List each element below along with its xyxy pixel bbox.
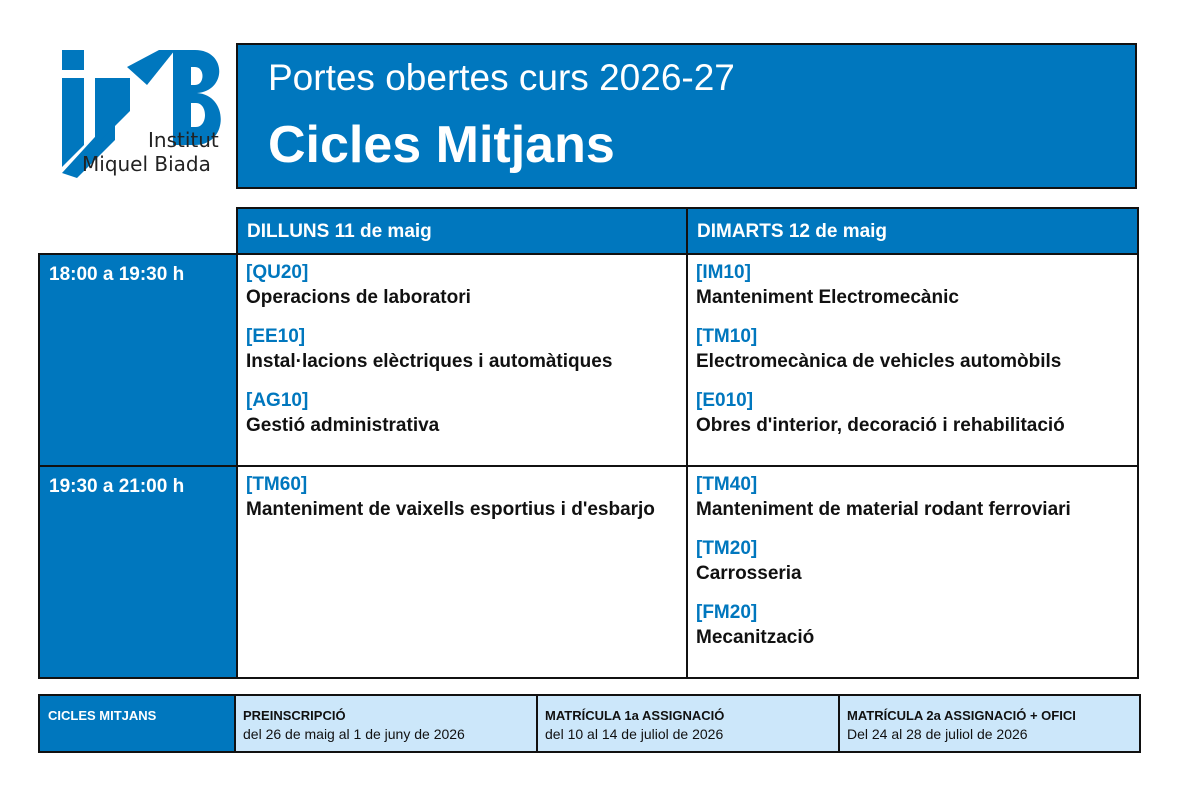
course-item bbox=[246, 473, 686, 523]
course-name: Manteniment Electromecànic bbox=[696, 287, 959, 308]
footer-item-dates: Del 24 al 28 de juliol de 2026 bbox=[847, 726, 1028, 742]
course-code: [AG10] bbox=[246, 390, 309, 411]
footer-item-preinscription bbox=[234, 694, 538, 753]
course-name: Carrosseria bbox=[696, 563, 802, 584]
course-name: Manteniment de material rodant ferroviari bbox=[696, 499, 1071, 520]
footer-item-enrollment-1 bbox=[536, 694, 840, 753]
page-title: Cicles Mitjans bbox=[268, 116, 615, 174]
footer-item-enrollment-2 bbox=[838, 694, 1141, 753]
course-item bbox=[696, 325, 1137, 375]
course-code: [TM10] bbox=[696, 326, 758, 347]
course-item bbox=[246, 325, 686, 375]
course-name: Mecanització bbox=[696, 627, 815, 648]
course-code: [FM20] bbox=[696, 602, 758, 623]
course-code: [TM40] bbox=[696, 474, 758, 495]
course-item bbox=[696, 389, 1137, 439]
footer-item-title: MATRÍCULA 2a ASSIGNACIÓ + OFICI bbox=[847, 708, 1076, 723]
course-code: [IM10] bbox=[696, 262, 751, 283]
course-item bbox=[696, 473, 1137, 523]
course-item bbox=[696, 261, 1137, 311]
time-slot-1: 18:00 a 19:30 h bbox=[38, 253, 238, 467]
course-item bbox=[246, 389, 686, 439]
course-item bbox=[696, 537, 1137, 587]
course-item bbox=[696, 601, 1137, 651]
course-name: Operacions de laboratori bbox=[246, 287, 471, 308]
logo-name-line2: Miquel Biada bbox=[82, 152, 211, 176]
course-code: [TM20] bbox=[696, 538, 758, 559]
course-name: Manteniment de vaixells esportius i d'esbarjo bbox=[246, 499, 655, 520]
logo-name-line1: Institut bbox=[148, 128, 219, 152]
page-subtitle: Portes obertes curs 2026-27 bbox=[268, 57, 735, 98]
course-code: [QU20] bbox=[246, 262, 309, 283]
day-header-2: DIMARTS 12 de maig bbox=[686, 207, 1139, 255]
slot-2-day-2 bbox=[686, 465, 1139, 679]
course-name: Obres d'interior, decoració i rehabilitació bbox=[696, 415, 1065, 436]
slot-1-day-2 bbox=[686, 253, 1139, 467]
course-name: Electromecànica de vehicles automòbils bbox=[696, 351, 1062, 372]
footer-item-title: PREINSCRIPCIÓ bbox=[243, 708, 346, 723]
course-code: [EE10] bbox=[246, 326, 306, 347]
footer-item-title: MATRÍCULA 1a ASSIGNACIÓ bbox=[545, 708, 725, 723]
slot-1-day-1 bbox=[236, 253, 688, 467]
title-banner bbox=[236, 43, 1137, 189]
footer-label: CICLES MITJANS bbox=[38, 694, 236, 753]
course-code: [TM60] bbox=[246, 474, 308, 495]
course-item bbox=[246, 261, 686, 311]
time-slot-2: 19:30 a 21:00 h bbox=[38, 465, 238, 679]
day-header-1: DILLUNS 11 de maig bbox=[236, 207, 688, 255]
course-name: Gestió administrativa bbox=[246, 415, 440, 436]
slot-2-day-1 bbox=[236, 465, 688, 679]
footer-item-dates: del 26 de maig al 1 de juny de 2026 bbox=[243, 726, 465, 742]
course-name: Instal·lacions elèctriques i automàtiques bbox=[246, 351, 613, 372]
course-code: [E010] bbox=[696, 390, 754, 411]
footer-item-dates: del 10 al 14 de juliol de 2026 bbox=[545, 726, 724, 742]
